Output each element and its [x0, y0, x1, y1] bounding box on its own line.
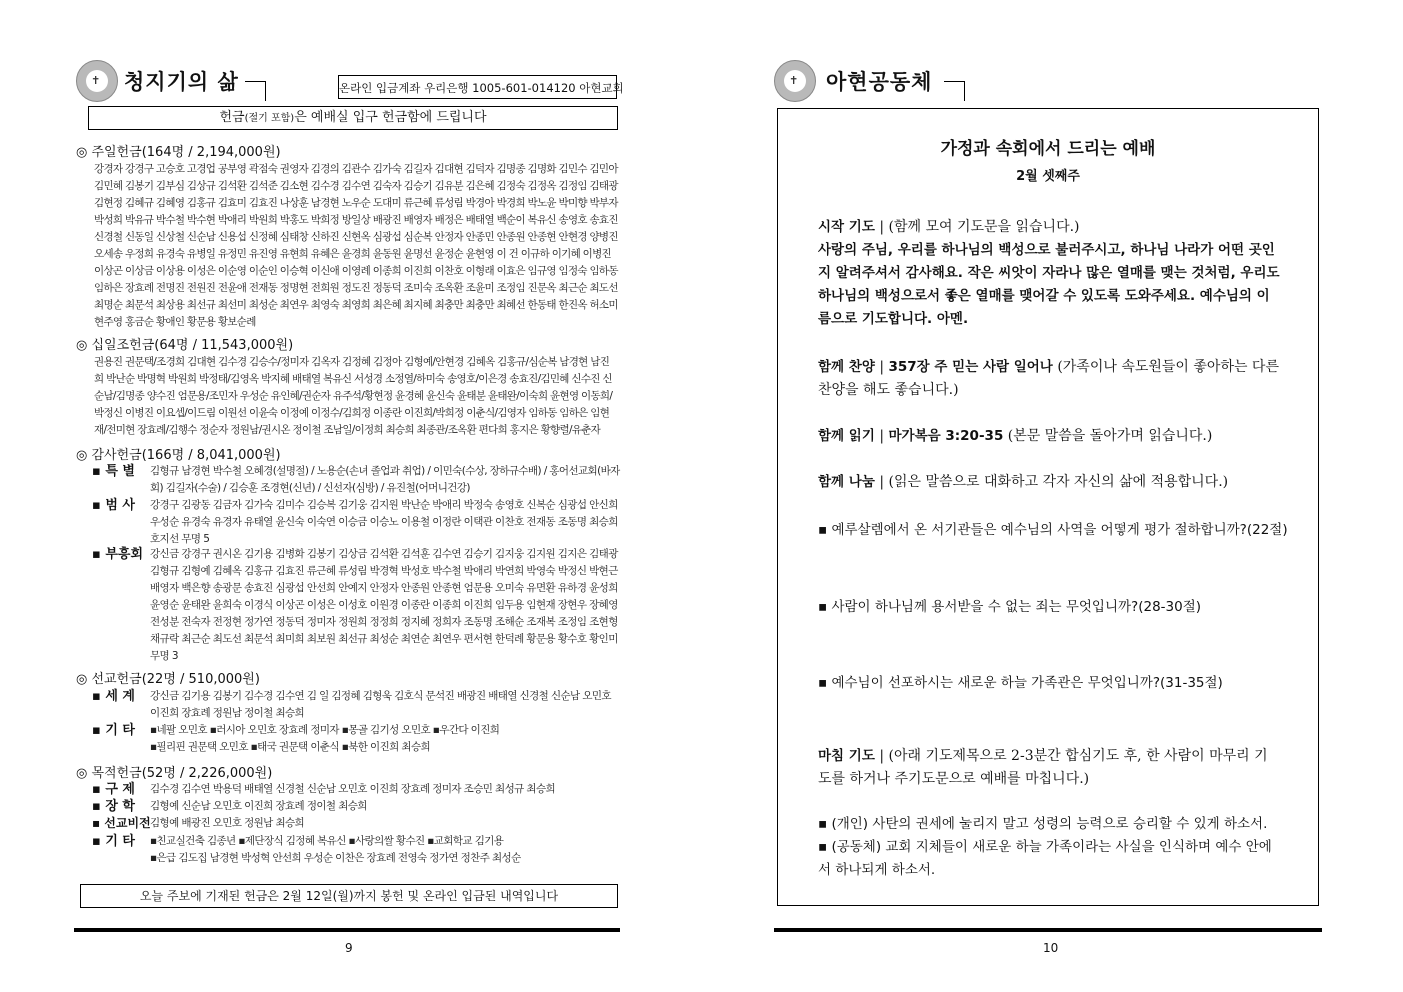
mission-etc-line1: ▪네팔 오민호 ▪러시아 오민호 장효례 정미자 ▪몽골 김기성 오민호 ▪우간다 이진희: [150, 724, 500, 736]
separator: |: [874, 359, 889, 375]
mission-etc-line2: ▪필리핀 권문택 오민호 ▪태국 권문택 이춘식 ▪북한 이진희 최승희: [150, 741, 431, 753]
title-rule-tick-right: [964, 81, 965, 101]
reading-reference: 마가복음 3:20-35: [888, 428, 1004, 444]
tithe-names: 권용진 권문택/조경희 김대현 김수경 김승수/정미자 김옥자 김정혜 김정아 김형예/안현경 김혜옥 김홍규/심순복 남경현 남진희 박난순 박명혁 박원희 박정태/김영옥 박지혜 배태열 복유신 서성경 소정열/하미숙 송영호/이은경 송효진/김민혜 신수진 신순남/김명종 양수진 엄문용/조민자 우성순 유인혜/권순자 유주석/황현정 윤경혜 윤신숙 윤태분 윤태완/이숙희 윤현영 이동희/박정신 이병진 이요셉/이드림 이원선 이윤숙 이정예 이정수/김희정 이종란 이진희/박희정 이춘식/김영자 임하동 임하은 임현재/전미현 장효례/김행수 정순자 정원남/권시온 정이철 조남일/이정희 최승희 최종관/조옥환 편다희 홍지은 황향렬/유춘자: [94, 356, 613, 436]
title-rule: [245, 81, 265, 82]
regular-names: 강경구 김광동 김금자 김가숙 김미수 김승복 김기웅 김지원 박난순 박애리 박정숙 송영호 신복순 심광섭 안신희 우성순 유경숙 유경자 유태열 윤신숙 이숙연 이승금 이승노 이용철 이정란 이택관 이찬호 전재동 조동명 최승희 호지선 무명 5: [150, 499, 618, 545]
mission-world: [92, 688, 622, 722]
sharing-section: [818, 471, 1280, 494]
online-account-box: 온라인 입금계좌 우리은행 1005-601-014120 아현교회: [338, 75, 617, 99]
opening-prayer-text: 사랑의 주님, 우리를 하나님의 백성으로 불러주시고, 하나님 나라가 어떤 곳인지 알려주셔서 감사해요. 작은 씨앗이 자라나 많은 열매를 맺는 것처럼, 우리도 하나님의 백성으로서 좋은 열매를 맺어갈 수 있도록 도와주세요. 예수님의 이름으로 기도합니다. 아멘.: [818, 242, 1280, 327]
closing-prayer: [818, 745, 1280, 791]
purpose-scholarship: [92, 798, 622, 815]
special-label: ▪ 특 별: [92, 464, 135, 479]
opening-prayer-heading: 시작 기도: [818, 219, 875, 235]
vision-label: ▪ 선교비전: [92, 816, 151, 830]
purpose-etc-label: ▪ 기 타: [92, 834, 135, 849]
mission-offering-heading: ◎ 선교헌금(22명 / 510,000원): [76, 672, 260, 687]
scholarship-names: 김형예 신순남 오민호 이진희 장효례 정이철 최승희: [150, 800, 367, 812]
revival-label: ▪ 부흥회: [92, 547, 144, 562]
vision-names: 김형예 배광진 오민호 정원남 최승희: [150, 817, 305, 829]
closing-prayer-note: (아래 기도제목으로 2-3분간 합심기도 후, 한 사람이 마무리 기도를 하거나 주기도문으로 예배를 마칩니다.): [818, 748, 1268, 787]
reading-heading: 함께 읽기: [818, 428, 875, 444]
sharing-note: (읽은 말씀으로 대화하고 각자 자신의 삶에 적용합니다.): [888, 474, 1229, 490]
thanks-regular: [92, 497, 622, 548]
scholarship-label: ▪ 장 학: [92, 799, 135, 814]
page-number: 9: [345, 941, 353, 955]
relief-names: 김수경 김수연 박용덕 배태열 신경철 신순남 오민호 이진희 장효례 정미자 조승민 최성규 최승희: [150, 783, 556, 795]
section-title-right: 아현공동체: [826, 70, 933, 94]
thanks-special: [92, 463, 622, 497]
separator: |: [874, 428, 889, 444]
hymn-note: (가족이나 속도원들이 좋아하는 다른 찬양을 해도 좋습니다.): [818, 359, 1279, 398]
opening-prayer-note: (함께 모여 기도문을 읽습니다.): [888, 219, 1080, 235]
thanks-offering-heading: ◎ 감사헌금(166명 / 8,041,000원): [76, 448, 281, 463]
church-logo-icon: ✝: [76, 60, 118, 102]
hymn-section: [818, 356, 1280, 402]
special-names: 김형규 남경현 박수철 오혜경(설명절) / 노용순(손녀 졸업과 취업) / 이민숙(수상, 장하규수배) / 홍어선교회(바자회) 김길자(수술) / 김승훈 조경현(신년) / 신선자(심방) / 유진철(어머니건강): [150, 465, 620, 494]
prayer-item-2: ▪ (공동체) 교회 지체들이 새로운 하늘 가족이라는 사실을 인식하며 예수 안에서 하나되게 하소서.: [818, 839, 1272, 878]
closing-prayer-heading: 마침 기도: [818, 748, 875, 764]
sharing-heading: 함께 나눔: [818, 474, 875, 490]
purpose-etc-line1: ▪친교실건축 김종년 ▪제단장식 김정혜 복유신 ▪사랑의쌀 황수진 ▪교회학교 김기용: [150, 835, 504, 847]
church-logo-icon-right: ✝: [774, 60, 816, 102]
world-names: 강신금 김기용 김봉기 김수경 김수연 김 일 김정혜 김형욱 김호식 문석진 배광진 배태열 신경철 신순남 오민호 이진희 장효례 정원남 정이철 최승희: [150, 690, 611, 719]
worship-title: 가정과 속회에서 드리는 예배: [940, 139, 1156, 159]
sunday-offering-names: 강경자 강경구 고승호 고경업 공부영 곽점숙 권영자 김경의 김관수 김가숙 김길자 김대현 김덕자 김명종 김명화 김민수 김민아 김민혜 김봉기 김부심 김상규 김석환 김석준 김소현 김수경 김수연 김숙자 김승기 김유분 김은혜 김정숙 김정옥 김정임 김태광 김현정 김혜규 김혜영 김홍규 김효미 김효진 나상훈 남경현 노우순 도대미 류근혜 류성림 박경아 박경희 박노윤 박미향 박부자 박성희 박유규 박수철 박수현 박애리 박원희 박홍도 박희정 방일상 배광진 배영자 배정은 배태열 백순이 복유신 송영호 송효진 신경철 신동일 신상철 신순남 신용섭 신정혜 심태창 신하진 신현옥 심광섭 심순복 안정자 안종민 안종원 안종현 안현경 양병진 오세송 우정희 유경숙 유병일 유정민 유진영 유현희 유혜은 윤경희 윤동원 윤명선 윤정순 윤현영 이 건 이규하 이기혜 이병진 이상곤 이상금 이상용 이성은 이순영 이순인 이승혁 이신애 이영례 이종희 이진희 이찬호 이형래 이효은 임규영 임정숙 임하동 임하은 장효례 전명진 전원진 전윤애 전재동 정명현 전희원 정도진 정동덕 조미숙 조옥환 조윤미 조정임 진문옥 최근순 최도선 최명순 최문석 최상용 최선규 최선미 최성순 최연우 최영숙 최영희 최은혜 최지혜 최충만 최충만 최혜선 한동태 한진옥 허소미 현주영 홍금순 황애인 황문용 황보순례: [94, 163, 618, 328]
separator: |: [874, 474, 889, 490]
worship-week: 2월 셋째주: [1016, 169, 1080, 184]
footer-rule-right: [774, 928, 1322, 932]
opening-prayer: [818, 216, 1280, 331]
purpose-etc: [92, 833, 622, 867]
hymn-title: 357장 주 믿는 사람 일어나: [888, 359, 1053, 375]
reading-note: (본문 말씀을 돌아가며 읽습니다.): [1007, 428, 1213, 444]
question-1: ▪ 예루살렘에서 온 서기관들은 예수님의 사역을 어떻게 평가 절하합니까?(22절): [818, 522, 1288, 538]
regular-label: ▪ 범 사: [92, 498, 135, 513]
purpose-vision: [92, 815, 622, 832]
sunday-offering-heading: ◎ 주일헌금(164명 / 2,194,000원): [76, 145, 281, 160]
mission-etc-label: ▪ 기 타: [92, 723, 135, 738]
separator: |: [874, 748, 889, 764]
reading-section: [818, 425, 1280, 448]
title-rule-right: [944, 81, 964, 82]
offering-record-notice: 오늘 주보에 기재된 헌금은 2월 12일(월)까지 봉헌 및 온라인 입금된 내역입니다: [80, 884, 618, 908]
thanks-revival: [92, 546, 622, 665]
tithe-heading: ◎ 십일조헌금(64명 / 11,543,000원): [76, 338, 294, 353]
purpose-relief: [92, 781, 622, 798]
purpose-etc-line2: ▪은급 김도집 남경현 박성혁 안선희 우성순 이찬은 장효례 전영숙 정가연 정찬주 최성순: [150, 852, 521, 864]
offering-notice: 헌금(절기 포함)은 예배실 입구 헌금함에 드립니다: [88, 106, 618, 130]
purpose-offering-heading: ◎ 목적헌금(52명 / 2,226,000원): [76, 766, 273, 781]
separator: |: [874, 219, 889, 235]
title-rule-tick: [265, 81, 266, 101]
section-title: 청지기의 삶: [124, 70, 239, 94]
mission-etc: [92, 722, 622, 756]
footer-rule: [74, 928, 620, 932]
page-number-right: 10: [1043, 941, 1059, 955]
revival-names: 강신금 강경구 권시온 김기용 김병화 김봉기 김상금 김석환 김석훈 김수연 김승기 김지웅 김지원 김지은 김태광 김형규 김형예 김혜옥 김홍규 김효진 류근혜 류성림 박경혁 박성호 박수철 박애리 박연희 박영숙 박정신 박현근 배영자 백은향 송광문 송효진 심광섭 안선희 안예지 안정자 안종원 안종현 엄문용 오미숙 유면환 유하경 윤성희 윤영순 윤태완 윤희숙 이경식 이상곤 이성은 이성호 이원경 이종란 이종희 이진희 임두용 임현재 장현우 장혜영 전성분 전숙자 전정현 정가연 정동덕 정미자 정원희 정정희 정지혜 정희자 조동명 조해순 조재복 조정임 조현형 채규락 최근순 최도선 최문석 최미희 최보원 최선규 최성순 최연순 최연우 편서현 한덕례 황문용 황수호 황인미 무명 3: [150, 548, 618, 662]
question-2: ▪ 사람이 하나님께 용서받을 수 없는 죄는 무엇입니까?(28-30절): [818, 599, 1202, 615]
question-3: ▪ 예수님이 선포하시는 새로운 하늘 가족관은 무엇입니까?(31-35절): [818, 675, 1223, 691]
relief-label: ▪ 구 제: [92, 782, 135, 797]
hymn-heading: 함께 찬양: [818, 359, 875, 375]
world-label: ▪ 세 계: [92, 689, 135, 704]
prayer-item-1: ▪ (개인) 사탄의 권세에 눌리지 말고 성령의 능력으로 승리할 수 있게 하소서.: [818, 816, 1268, 832]
